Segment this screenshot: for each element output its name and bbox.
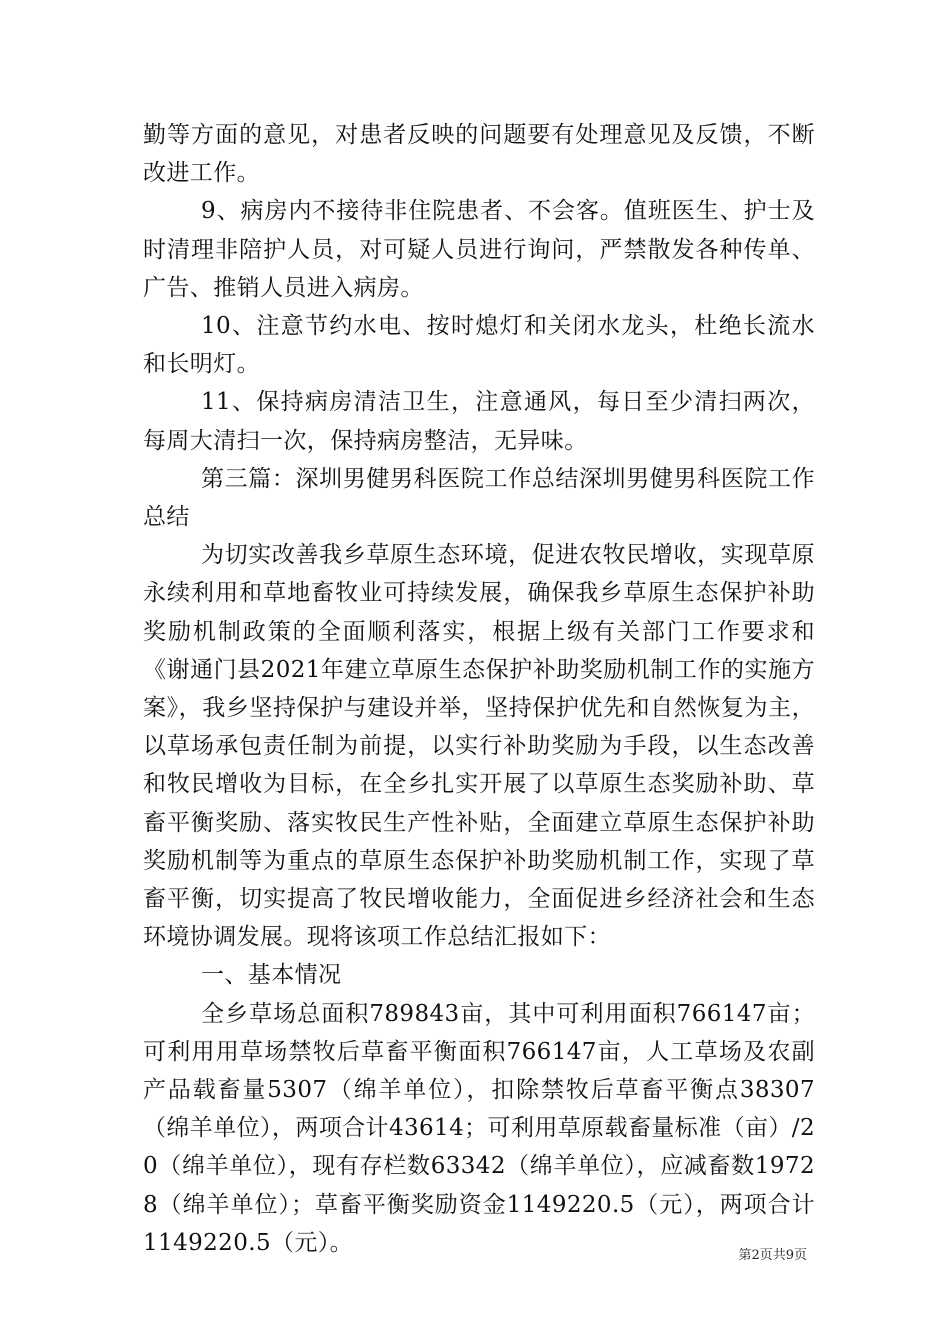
paragraph-8: 全乡草场总面积789843亩，其中可利用面积766147亩；可利用用草场禁牧后草畜平衡面积766147亩，人工草场及农副产品载畜量5307（绵羊单位），扣除禁牧后草畜平衡点38307（绵羊单位），两项合计43614；可利用草原载畜量标准（亩）/20（绵羊单位），现有存栏数63342（绵羊单位），应减畜数19728（绵羊单位）；草畜平衡奖励资金1149220.5（元），两项合计1149220.5（元）。 — [143, 1000, 815, 1256]
section-heading-basic-situation: 一、基本情况 — [201, 962, 342, 989]
paragraph-1: 勤等方面的意见，对患者反映的问题要有处理意见及反馈，不断改进工作。 — [143, 122, 815, 187]
paragraph-3: 10、注意节约水电、按时熄灯和关闭水龙头，杜绝长流水和长明灯。 — [143, 313, 815, 378]
section-heading-part-three: 第三篇：深圳男健男科医院工作总结深圳男健男科医院工作总结 — [143, 465, 815, 531]
document-body — [143, 116, 815, 1262]
page-number-footer: 第2页共9页 — [738, 1248, 807, 1263]
paragraph-6: 为切实改善我乡草原生态环境，促进农牧民增收，实现草原永续利用和草地畜牧业可持续发展，确保我乡草原生态保护补助奖励机制政策的全面顺利落实，根据上级有关部门工作要求和《谢通门县2021年建立草原生态保护补助奖励机制工作的实施方案》，我乡坚持保护与建设并举，坚持保护优先和自然恢复为主，以草场承包责任制为前提，以实行补助奖励为手段，以生态改善和牧民增收为目标，在全乡扎实开展了以草原生态奖励补助、草畜平衡奖励、落实牧民生产性补贴，全面建立草原生态保护补助奖励机制等为重点的草原生态保护补助奖励机制工作，实现了草畜平衡，切实提高了牧民增收能力，全面促进乡经济社会和生态环境协调发展。现将该项工作总结汇报如下： — [143, 542, 815, 951]
paragraph-2: 9、病房内不接待非住院患者、不会客。值班医生、护士及时清理非陪护人员，对可疑人员进行询问，严禁散发各种传单、广告、推销人员进入病房。 — [143, 198, 815, 301]
paragraph-4: 11、保持病房清洁卫生，注意通风，每日至少清扫两次，每周大清扫一次，保持病房整洁，无异味。 — [143, 389, 815, 454]
